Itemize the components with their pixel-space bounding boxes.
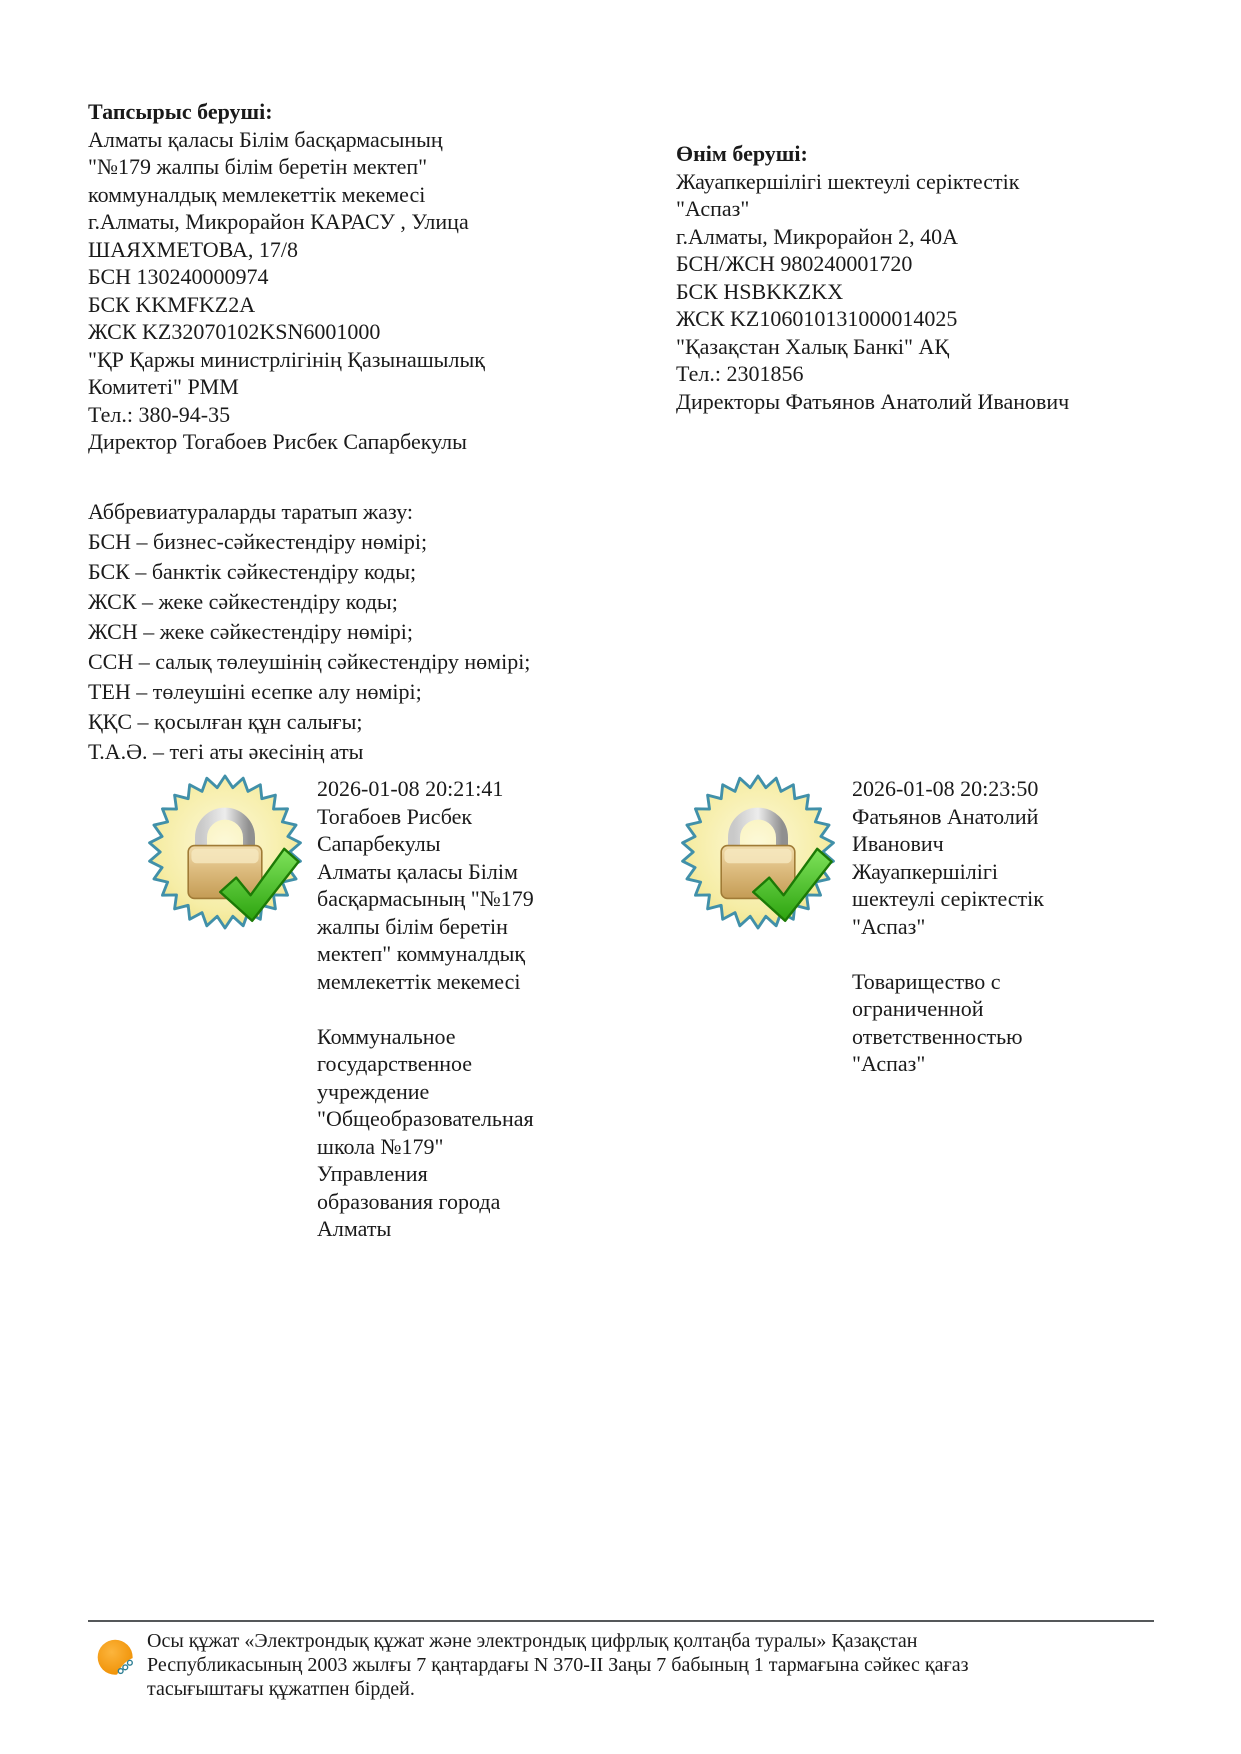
customer-detail-line: ЖСК KZ32070102KSN6001000 — [88, 319, 381, 344]
supplier-detail-line: "Қазақстан Халық Банкі" АҚ — [676, 333, 950, 359]
abbreviations-list — [88, 527, 530, 767]
abbreviations-block — [88, 497, 530, 767]
customer-block — [88, 98, 485, 456]
abbreviation-item: БСК – банктік сәйкестендіру коды; — [88, 559, 417, 584]
footer-line: Республикасының 2003 жылғы 7 қаңтардағы N 370-II Заңы 7 бабының 1 тармағына сәйкес қағаз — [147, 1654, 969, 1676]
supplier-detail-line: Жауапкершілігі шектеулі серіктестік — [676, 168, 1020, 194]
padlock-highlight — [191, 849, 258, 863]
signature-lines — [852, 803, 1044, 1078]
customer-detail-line: Комитеті" РММ — [88, 374, 239, 399]
footer-lines — [147, 1629, 968, 1701]
customer-detail-line: "ҚР Қаржы министрлігінің Қазынашылық — [88, 346, 485, 372]
abbreviation-item: ЖСН – жеке сәйкестендіру нөмірі; — [88, 619, 414, 644]
footer-line: тасығыштағы құжатпен бірдей. — [147, 1678, 415, 1700]
customer-details — [88, 126, 485, 456]
signature-line: Жауапкершілігі — [852, 858, 998, 884]
supplier-signature-block — [852, 775, 1044, 1078]
footer-line: Осы құжат «Электрондық құжат және электрондық цифрлық қолтаңба туралы» Қазақстан — [147, 1630, 918, 1652]
abbreviation-item: БСН – бизнес-сәйкестендіру нөмірі; — [88, 529, 428, 554]
signature-line — [317, 995, 534, 1023]
signature-line: мемлекеттік мекемесі — [317, 968, 521, 994]
abbreviations-title: Аббревиатураларды таратып жазу: — [88, 499, 414, 524]
customer-heading: Тапсырыс беруші: — [88, 99, 273, 124]
supplier-detail-line: ЖСК KZ106010131000014025 — [676, 306, 958, 331]
signature-line: ответственностью — [852, 1023, 1023, 1049]
customer-detail-line: Директор Тогабоев Рисбек Сапарбекулы — [88, 429, 467, 454]
abbreviation-item: ССН – салық төлеушінің сәйкестендіру нөмірі; — [88, 649, 531, 674]
abbreviation-item: ҚҚС – қосылған құн салығы; — [88, 709, 363, 734]
supplier-detail-line: Тел.: 2301856 — [676, 361, 804, 386]
signature-line: Сапарбекулы — [317, 831, 441, 856]
supplier-block — [676, 140, 1069, 415]
signature-line: образования города — [317, 1188, 501, 1214]
customer-signature-block — [317, 775, 534, 1243]
signature-timestamp: 2026-01-08 20:21:41 — [317, 776, 504, 801]
supplier-detail-line: Директоры Фатьянов Анатолий Иванович — [676, 388, 1070, 414]
supplier-detail-line: "Аспаз" — [676, 196, 750, 221]
supplier-details — [676, 168, 1069, 416]
supplier-detail-line: БСК HSBKKZKX — [676, 278, 844, 304]
signature-line: "Аспаз" — [852, 913, 926, 939]
supplier-detail-line: БСН/ЖСН 980240001720 — [676, 251, 913, 276]
signature-line: Коммунальное — [317, 1023, 456, 1049]
customer-detail-line: Алматы қаласы Білім басқармасының — [88, 126, 443, 152]
customer-detail-line: "№179 жалпы білім беретін мектеп" — [88, 154, 428, 179]
abbreviation-item: Т.А.Ә. – тегі аты әкесінің аты — [88, 739, 364, 764]
signature-line: "Аспаз" — [852, 1051, 926, 1076]
abbreviation-item: ЖСК – жеке сәйкестендіру коды; — [88, 589, 398, 614]
signature-line: Управления — [317, 1161, 428, 1186]
signature-line: школа №179" — [317, 1133, 444, 1159]
signature-line: государственное — [317, 1051, 473, 1076]
signature-line: Тогабоев Рисбек — [317, 803, 473, 829]
padlock-highlight — [724, 849, 791, 863]
signature-line: Иванович — [852, 831, 944, 856]
customer-detail-line: ШАЯХМЕТОВА, 17/8 — [88, 236, 298, 262]
signature-line: Фатьянов Анатолий — [852, 803, 1039, 829]
customer-detail-line: БСН 130240000974 — [88, 264, 269, 289]
signature-line: жалпы білім беретін — [317, 913, 508, 939]
customer-detail-line: Тел.: 380-94-35 — [88, 401, 231, 427]
abbreviation-item: ТЕН – төлеушіні есепке алу нөмірі; — [88, 679, 422, 704]
signature-timestamp: 2026-01-08 20:23:50 — [852, 776, 1039, 801]
customer-detail-line: коммуналдық мемлекеттік мекемесі — [88, 181, 426, 207]
signature-line: "Общеобразовательная — [317, 1106, 534, 1131]
signature-line: басқармасының "№179 — [317, 886, 534, 911]
footer-legal-text — [147, 1629, 968, 1701]
signature-line — [852, 940, 1044, 968]
customer-detail-line: г.Алматы, Микрорайон КАРАСУ , Улица — [88, 209, 469, 234]
signature-line: Товарищество с — [852, 968, 1001, 994]
signature-stamp-icon — [678, 772, 838, 932]
signature-line: мектеп" коммуналдық — [317, 941, 526, 966]
customer-detail-line: БСК KKMFKZ2A — [88, 291, 256, 317]
footer-divider — [88, 1620, 1154, 1622]
signature-line: шектеулі серіктестік — [852, 886, 1044, 911]
signature-line: учреждение — [317, 1078, 430, 1104]
signature-line: ограниченной — [852, 996, 984, 1021]
supplier-detail-line: г.Алматы, Микрорайон 2, 40А — [676, 223, 958, 249]
signature-stamp-icon — [145, 772, 305, 932]
signature-line: Алматы — [317, 1216, 392, 1241]
signature-line: Алматы қаласы Білім — [317, 858, 518, 884]
esign-logo-icon — [94, 1637, 140, 1683]
supplier-heading: Өнім беруші: — [676, 141, 808, 166]
signature-lines — [317, 803, 534, 1243]
